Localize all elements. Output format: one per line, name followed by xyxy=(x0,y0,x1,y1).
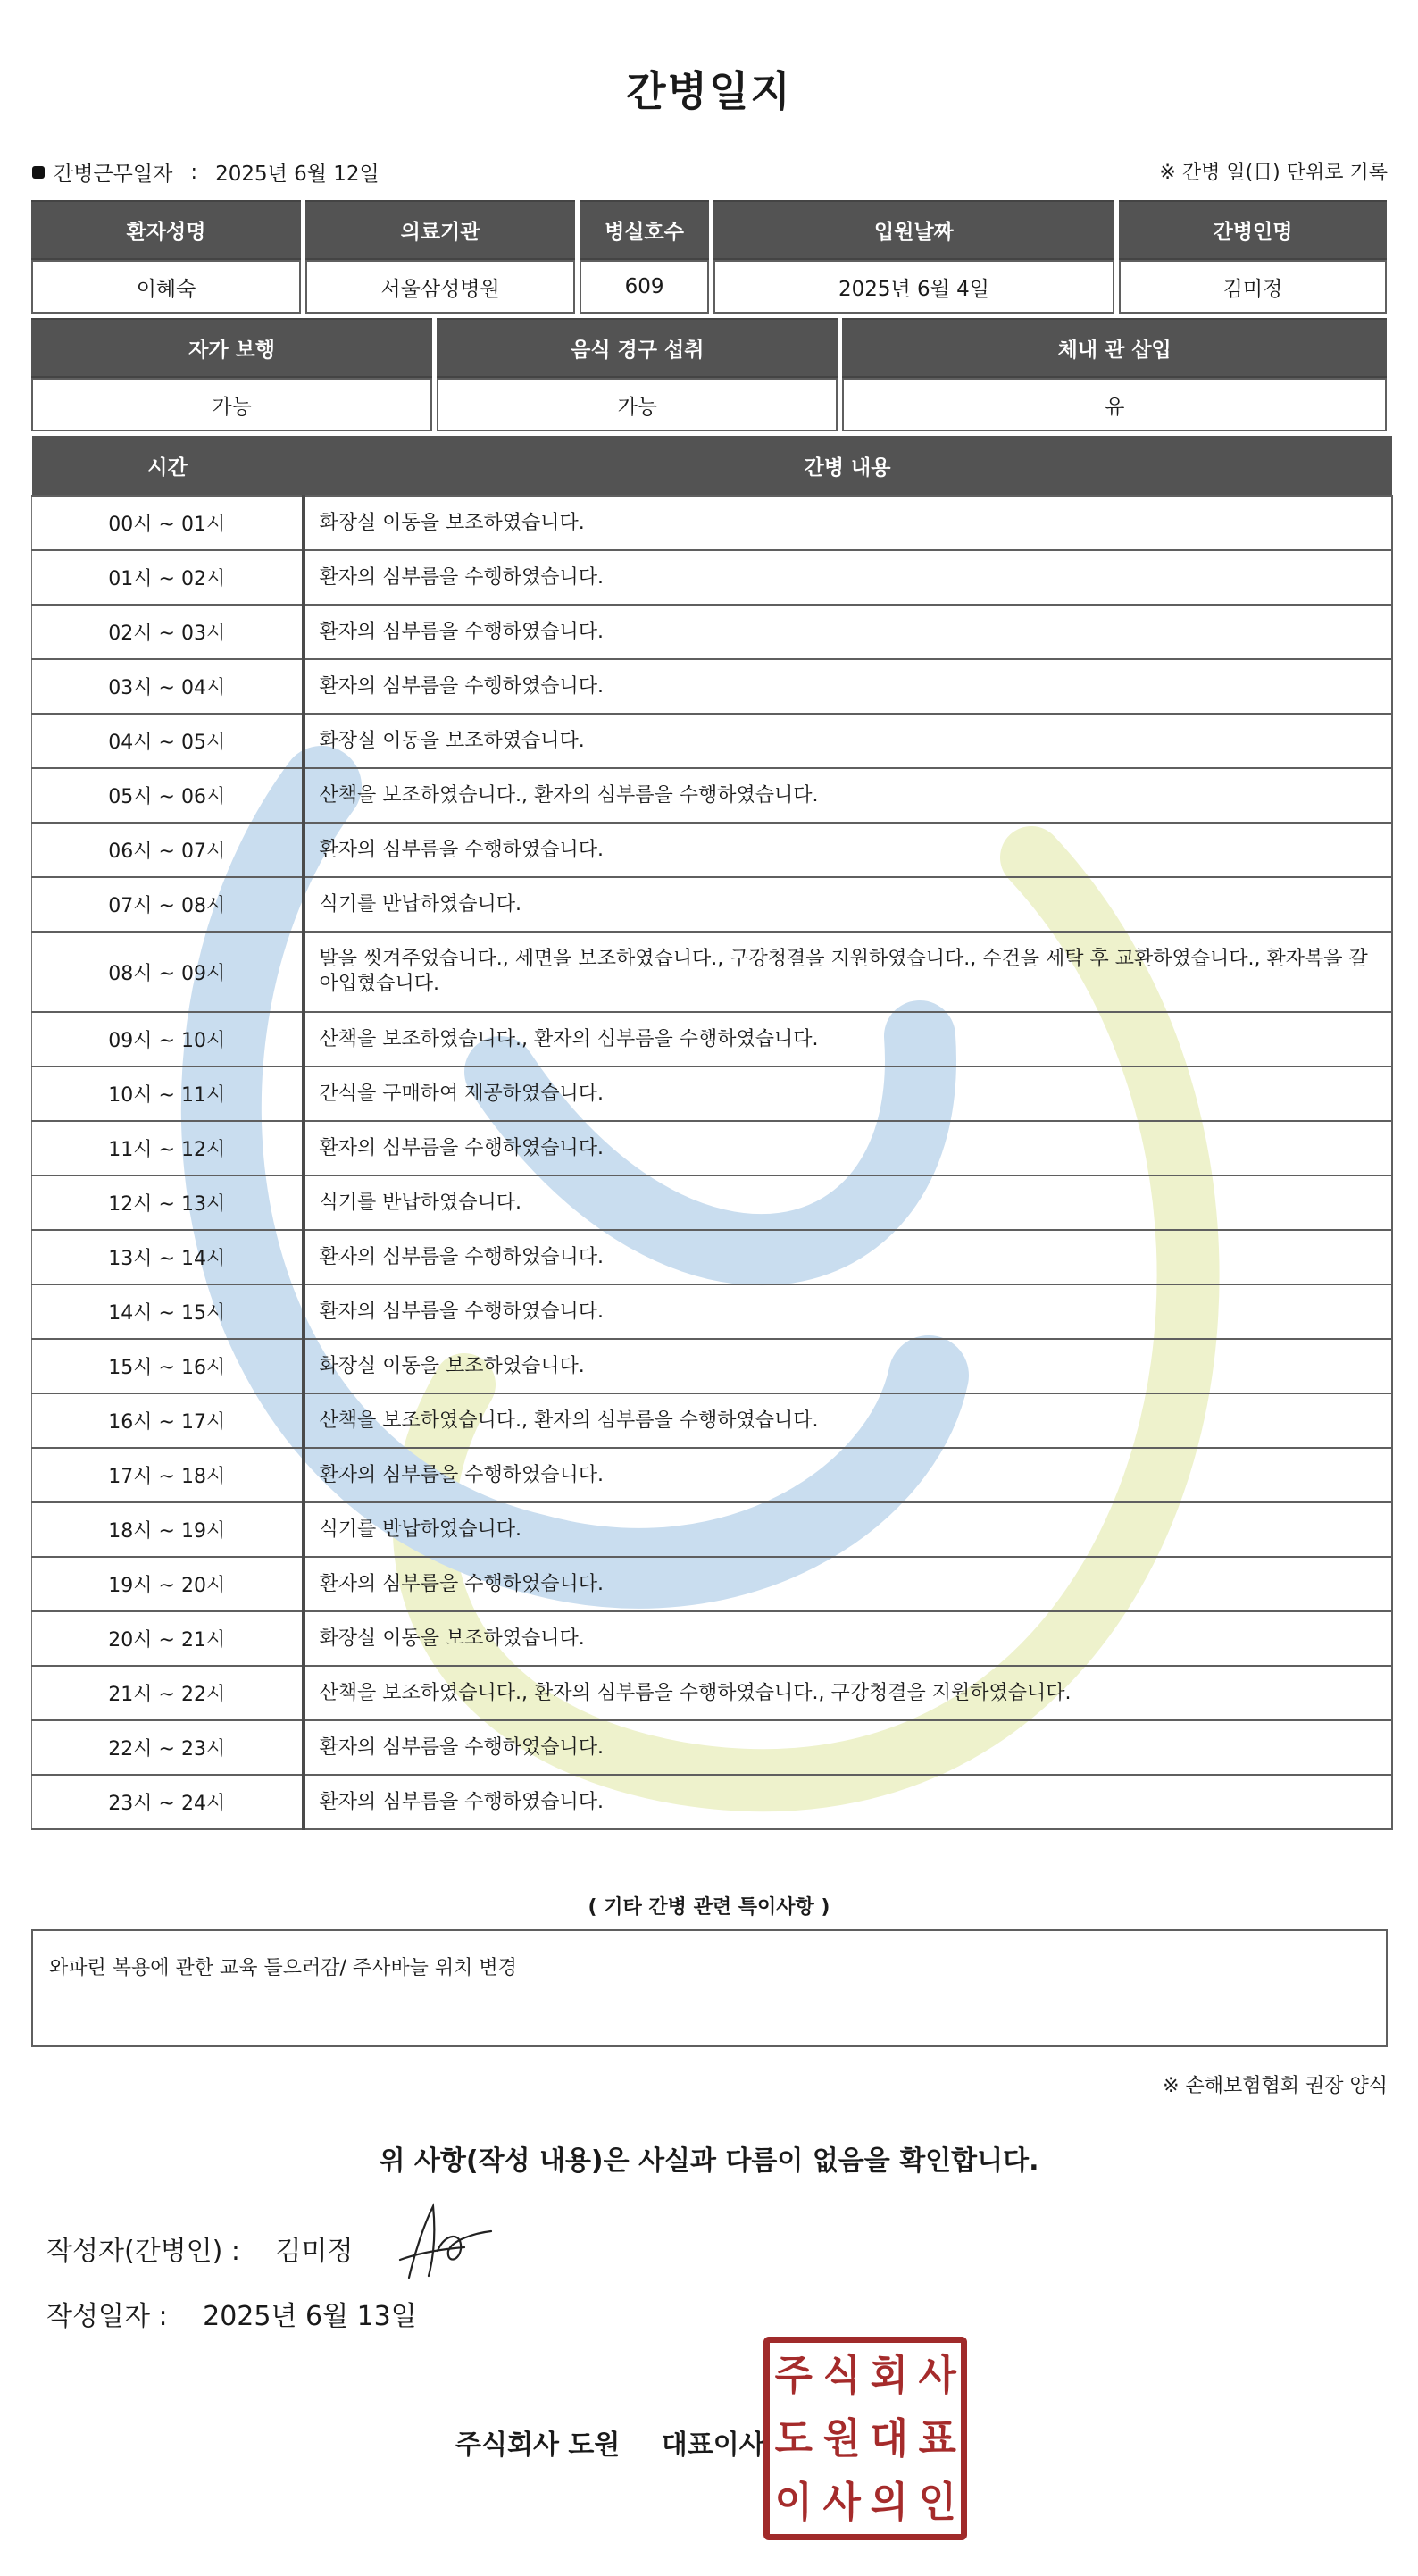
log-content: 환자의 심부름을 수행하였습니다. xyxy=(304,1557,1392,1611)
seal-glyph: 표 xyxy=(918,2413,956,2463)
recommend-note: ※ 손해보험협회 권장 양식 xyxy=(1163,2075,1388,2097)
admission-date: 2025년 6월 4일 xyxy=(713,260,1114,314)
log-content: 환자의 심부름을 수행하였습니다. xyxy=(304,1720,1392,1775)
header-hospital: 의료기관 xyxy=(305,200,575,260)
header-caregiver-name: 간병인명 xyxy=(1119,200,1387,260)
author-label: 작성자(간병인) : xyxy=(46,2236,240,2267)
log-content: 화장실 이동을 보조하였습니다. xyxy=(304,1611,1392,1666)
patient-info-table xyxy=(27,200,1391,314)
header-room: 병실호수 xyxy=(580,200,709,260)
seal-glyph: 사 xyxy=(822,2478,861,2527)
log-row xyxy=(32,1175,1392,1230)
seal-glyph: 도 xyxy=(774,2413,813,2463)
tube-insertion-status: 유 xyxy=(842,378,1387,431)
log-time: 11시 ~ 12시 xyxy=(32,1121,304,1175)
author-name: 김미정 xyxy=(275,2236,354,2267)
company-line xyxy=(455,2422,765,2462)
oral-intake-status: 가능 xyxy=(437,378,838,431)
header-patient-name: 환자성명 xyxy=(31,200,301,260)
log-row xyxy=(32,1502,1392,1557)
log-row xyxy=(32,605,1392,659)
page-title: 간병일지 xyxy=(626,67,792,115)
log-row xyxy=(32,1448,1392,1502)
walking-status: 가능 xyxy=(31,378,432,431)
log-time: 17시 ~ 18시 xyxy=(32,1448,304,1502)
log-time: 12시 ~ 13시 xyxy=(32,1175,304,1230)
caregiver-name: 김미정 xyxy=(1119,260,1387,314)
company-name: 주식회사 도원 xyxy=(455,2430,621,2461)
unit-note: ※ 간병 일(日) 단위로 기록 xyxy=(1159,162,1388,184)
written-date-line xyxy=(46,2294,417,2333)
log-content: 식기를 반납하였습니다. xyxy=(304,1175,1392,1230)
log-time: 09시 ~ 10시 xyxy=(32,1012,304,1066)
log-row xyxy=(32,1393,1392,1448)
log-content: 간식을 구매하여 제공하였습니다. xyxy=(304,1066,1392,1121)
log-content: 환자의 심부름을 수행하였습니다. xyxy=(304,1230,1392,1284)
log-time: 19시 ~ 20시 xyxy=(32,1557,304,1611)
patient-name: 이혜숙 xyxy=(31,260,301,314)
seal-glyph: 주 xyxy=(774,2350,813,2399)
work-date-separator: : xyxy=(190,160,198,184)
log-row xyxy=(32,932,1392,1012)
seal-glyph: 회 xyxy=(870,2350,908,2399)
header-oral-intake: 음식 경구 섭취 xyxy=(437,318,838,378)
log-content: 환자의 심부름을 수행하였습니다. xyxy=(304,1121,1392,1175)
seal-glyph: 인 xyxy=(918,2478,956,2527)
log-content: 환자의 심부름을 수행하였습니다. xyxy=(304,659,1392,714)
log-content: 화장실 이동을 보조하였습니다. xyxy=(304,714,1392,768)
company-seal-stamp xyxy=(763,2337,967,2540)
log-row xyxy=(32,496,1392,550)
log-time: 10시 ~ 11시 xyxy=(32,1066,304,1121)
header-tube-insertion: 체내 관 삽입 xyxy=(842,318,1387,378)
log-time: 01시 ~ 02시 xyxy=(32,550,304,605)
seal-glyph: 사 xyxy=(918,2350,956,2399)
log-content: 화장실 이동을 보조하였습니다. xyxy=(304,1339,1392,1393)
log-content: 산책을 보조하였습니다., 환자의 심부름을 수행하였습니다. xyxy=(304,1393,1392,1448)
log-time: 03시 ~ 04시 xyxy=(32,659,304,714)
header-care-content: 간병 내용 xyxy=(304,436,1392,496)
log-time: 08시 ~ 09시 xyxy=(32,932,304,1012)
room-number: 609 xyxy=(580,260,709,314)
log-content: 환자의 심부름을 수행하였습니다. xyxy=(304,1284,1392,1339)
log-time: 06시 ~ 07시 xyxy=(32,823,304,877)
log-row xyxy=(32,1012,1392,1066)
log-time: 16시 ~ 17시 xyxy=(32,1393,304,1448)
log-content: 발을 씻겨주었습니다., 세면을 보조하였습니다., 구강청결을 지원하였습니다., 수건을 세탁 후 교환하였습니다., 환자복을 갈아입혔습니다. xyxy=(304,932,1392,1012)
log-row xyxy=(32,1339,1392,1393)
log-content: 식기를 반납하였습니다. xyxy=(304,1502,1392,1557)
log-row xyxy=(32,1775,1392,1829)
log-content: 산책을 보조하였습니다., 환자의 심부름을 수행하였습니다. xyxy=(304,1012,1392,1066)
log-row xyxy=(32,1066,1392,1121)
log-content: 환자의 심부름을 수행하였습니다. xyxy=(304,1448,1392,1502)
work-date-label: 간병근무일자 xyxy=(54,163,173,186)
log-row xyxy=(32,1666,1392,1720)
log-row xyxy=(32,659,1392,714)
log-time: 23시 ~ 24시 xyxy=(32,1775,304,1829)
written-date-value: 2025년 6월 13일 xyxy=(203,2301,417,2332)
log-time: 02시 ~ 03시 xyxy=(32,605,304,659)
hospital: 서울삼성병원 xyxy=(305,260,575,314)
seal-glyph: 대 xyxy=(870,2413,908,2463)
log-row xyxy=(32,714,1392,768)
header-walking: 자가 보행 xyxy=(31,318,432,378)
log-row xyxy=(32,877,1392,932)
log-content: 환자의 심부름을 수행하였습니다. xyxy=(304,1775,1392,1829)
seal-glyph: 의 xyxy=(870,2478,908,2527)
log-time: 00시 ~ 01시 xyxy=(32,496,304,550)
log-row xyxy=(32,1230,1392,1284)
seal-glyph: 식 xyxy=(822,2350,861,2399)
log-row xyxy=(32,1611,1392,1666)
status-table xyxy=(27,318,1391,431)
log-content: 산책을 보조하였습니다., 환자의 심부름을 수행하였습니다., 구강청결을 지원하였습니다. xyxy=(304,1666,1392,1720)
log-time: 07시 ~ 08시 xyxy=(32,877,304,932)
log-content: 환자의 심부름을 수행하였습니다. xyxy=(304,605,1392,659)
log-time: 20시 ~ 21시 xyxy=(32,1611,304,1666)
care-log-body xyxy=(32,496,1392,1829)
log-content: 환자의 심부름을 수행하였습니다. xyxy=(304,550,1392,605)
header-admission-date: 입원날짜 xyxy=(713,200,1114,260)
log-time: 13시 ~ 14시 xyxy=(32,1230,304,1284)
log-content: 환자의 심부름을 수행하였습니다. xyxy=(304,823,1392,877)
log-time: 04시 ~ 05시 xyxy=(32,714,304,768)
log-row xyxy=(32,550,1392,605)
care-log-table xyxy=(31,436,1393,1830)
bullet-icon xyxy=(32,166,45,179)
company-representative: 대표이사 xyxy=(661,2430,765,2461)
log-row xyxy=(32,1121,1392,1175)
log-row xyxy=(32,768,1392,823)
work-date xyxy=(32,157,380,187)
log-time: 22시 ~ 23시 xyxy=(32,1720,304,1775)
seal-glyph: 원 xyxy=(822,2413,861,2463)
log-content: 산책을 보조하였습니다., 환자의 심부름을 수행하였습니다. xyxy=(304,768,1392,823)
etc-notes-text: 와파린 복용에 관한 교육 들으러감/ 주사바늘 위치 변경 xyxy=(49,1957,517,1979)
log-row xyxy=(32,823,1392,877)
written-date-label: 작성일자 : xyxy=(46,2301,168,2332)
seal-glyph: 이 xyxy=(774,2478,813,2527)
work-date-value: 2025년 6월 12일 xyxy=(215,163,380,186)
author-line xyxy=(46,2229,353,2268)
log-content: 화장실 이동을 보조하였습니다. xyxy=(304,496,1392,550)
log-time: 18시 ~ 19시 xyxy=(32,1502,304,1557)
header-time: 시간 xyxy=(32,436,304,496)
confirm-statement: 위 사항(작성 내용)은 사실과 다름이 없음을 확인합니다. xyxy=(379,2145,1039,2177)
log-content: 식기를 반납하였습니다. xyxy=(304,877,1392,932)
signature-image xyxy=(393,2197,500,2287)
log-row xyxy=(32,1720,1392,1775)
log-time: 05시 ~ 06시 xyxy=(32,768,304,823)
log-row xyxy=(32,1284,1392,1339)
log-time: 14시 ~ 15시 xyxy=(32,1284,304,1339)
etc-label: ( 기타 간병 관련 특이사항 ) xyxy=(588,1896,830,1919)
log-row xyxy=(32,1557,1392,1611)
etc-notes-box xyxy=(31,1929,1388,2047)
log-time: 21시 ~ 22시 xyxy=(32,1666,304,1720)
log-time: 15시 ~ 16시 xyxy=(32,1339,304,1393)
